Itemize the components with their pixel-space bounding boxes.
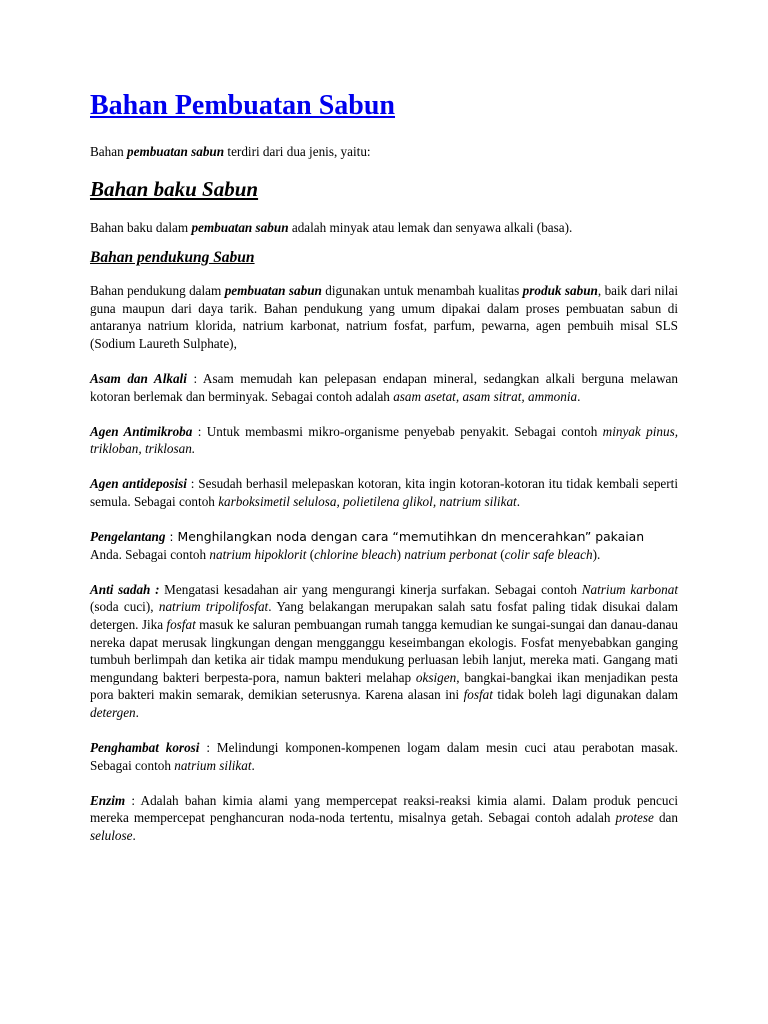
enzim-end: . bbox=[132, 827, 136, 843]
pengelantang-line-1 bbox=[165, 529, 644, 544]
item-antimikroba bbox=[90, 423, 678, 458]
pengelantang-line-2: Anda. Sebagai contoh bbox=[90, 546, 210, 562]
enzim-example-1: protese bbox=[615, 810, 654, 826]
antisadah-end: . bbox=[135, 704, 139, 720]
pengelantang-t1: ( bbox=[306, 546, 315, 562]
pendukung-mid: digunakan untuk menambah kualitas bbox=[321, 283, 523, 299]
korosi-text: : Melindungi komponen-kompenen logam dalam mesin cuci atau perabotan masak. Sebagai contoh bbox=[90, 740, 678, 773]
pengelantang-example-4: colir safe bleach bbox=[504, 546, 593, 562]
pendukung-emphasis-1: pembuatan sabun bbox=[224, 283, 322, 299]
heading-bahan-baku: Bahan baku Sabun bbox=[90, 176, 259, 201]
antisadah-text-1: Mengatasi kesadahan air yang mengurangi kinerja surfakan. Sebagai contoh bbox=[159, 581, 582, 597]
pengelantang-t2: ) bbox=[396, 546, 405, 562]
bahan-baku-paragraph bbox=[90, 219, 678, 237]
antisadah-example-5: fosfat bbox=[463, 687, 493, 703]
pengelantang-sep: : bbox=[165, 529, 178, 545]
item-penghambat-korosi bbox=[90, 739, 678, 774]
term-asam-alkali: Asam dan Alkali bbox=[90, 371, 187, 387]
baku-emphasis: pembuatan sabun bbox=[191, 219, 289, 235]
antisadah-example-1: Natrium karbonat bbox=[581, 581, 678, 597]
intro-emphasis: pembuatan sabun bbox=[127, 144, 225, 159]
antideposisi-end: . bbox=[516, 494, 521, 510]
antisadah-example-2: natrium tripolifosfat bbox=[158, 599, 269, 615]
term-anti-sadah: Anti sadah : bbox=[90, 581, 160, 597]
asam-example: asam asetat, asam sitrat, ammonia bbox=[393, 388, 578, 404]
pengelantang-text: Menghilangkan noda dengan cara “memutihkan dn mencerahkan” pakaian bbox=[177, 529, 645, 545]
pendukung-post: , baik dari nilai guna maupun dari daya tarik. Bahan pendukung yang umum dipakai dalam proses pembuatan sabun di antaranya natrium klorida, natrium karbonat, natrium fosfat, parfum, pewarna, agen pembuih misal SLS (Sodium Laureth Sulphate), bbox=[90, 283, 678, 351]
pendukung-emphasis-2: produk sabun bbox=[522, 283, 598, 299]
korosi-end: . bbox=[251, 757, 255, 773]
pengelantang-example-3: natrium perbonat bbox=[404, 546, 497, 562]
intro-pre: Bahan bbox=[90, 144, 127, 159]
intro-post: terdiri dari dua jenis, yaitu: bbox=[224, 144, 371, 159]
antisadah-text-6: tidak boleh lagi digunakan dalam bbox=[492, 687, 678, 703]
term-enzim: Enzim bbox=[90, 792, 126, 808]
antisadah-text-3: . Yang belakangan merupakan salah satu fosfat paling tidak disukai dalam detergen. Jika bbox=[90, 599, 678, 632]
page-title bbox=[90, 86, 678, 126]
antisadah-example-4: oksigen bbox=[415, 669, 457, 685]
baku-post: adalah minyak atau lemak dan senyawa alkali (basa). bbox=[288, 219, 573, 235]
document-body bbox=[90, 86, 678, 845]
heading-bahan-pendukung: Bahan pendukung Sabun bbox=[90, 249, 255, 267]
korosi-example: natrium silikat bbox=[174, 757, 252, 773]
term-pengelantang: Pengelantang bbox=[90, 529, 166, 545]
antisadah-example-6: detergen bbox=[90, 704, 136, 720]
baku-pre: Bahan baku dalam bbox=[90, 219, 192, 235]
term-antimikroba: Agen Antimikroba bbox=[90, 423, 193, 439]
antisadah-example-3: fosfat bbox=[166, 617, 196, 632]
pendukung-pre: Bahan pendukung dalam bbox=[90, 283, 225, 299]
asam-text: : Asam memudah kan pelepasan endapan mineral, sedangkan alkali berguna melawan kotoran berlemak dan berminyak. Sebagai contoh adalah bbox=[90, 371, 678, 404]
intro-paragraph bbox=[90, 143, 678, 161]
antimikroba-text: : Untuk membasmi mikro-organisme penyebab penyakit. Sebagai contoh bbox=[192, 423, 603, 439]
item-pengelantang bbox=[90, 528, 678, 563]
asam-end: . bbox=[577, 388, 581, 404]
pengelantang-t4: ). bbox=[592, 546, 601, 562]
title-link[interactable]: Bahan Pembuatan Sabun bbox=[90, 90, 396, 121]
term-antideposisi: Agen antideposisi bbox=[90, 476, 187, 492]
enzim-mid: dan bbox=[653, 810, 678, 826]
bahan-pendukung-paragraph bbox=[90, 282, 678, 352]
antideposisi-text: : Sesudah berhasil melepaskan kotoran, kita ingin kotoran-kotoran itu tidak kembali seperti semula. Sebagai contoh bbox=[90, 476, 678, 510]
enzim-example-2: selulose bbox=[90, 827, 133, 843]
antideposisi-example: karboksimetil selulosa, polietilena glikol, natrium silikat bbox=[218, 494, 517, 510]
antisadah-text-4: masuk ke saluran pembuangan rumah tangga kemudian ke sungai-sungai dan danau-danau nereka dapat merusak lingkungan dengan mengganggu keseimbangan ekologis. Fosfat menyebabkan ganging tumbuh berlimpah dan ketika air tidak mampu mendukung perluasan lebih lanjut, mereka mati. Gangang mati mengundang bakteri berpesta-pora, namun bakteri melahap bbox=[90, 617, 678, 685]
antisadah-text-5: , bangkai-bangkai ikan menjadikan pesta pora bakteri makin semarak, demikian seterusnya. Karena alasan ini bbox=[90, 669, 678, 703]
antimikroba-example: minyak pinus, trikloban, triklosan. bbox=[90, 423, 678, 457]
item-anti-sadah bbox=[90, 581, 678, 722]
item-antideposisi bbox=[90, 475, 678, 510]
pengelantang-t3: ( bbox=[496, 546, 505, 562]
item-enzim bbox=[90, 792, 678, 845]
antisadah-text-2: (soda cuci), bbox=[90, 599, 159, 615]
term-penghambat-korosi: Penghambat korosi bbox=[90, 740, 200, 756]
enzim-text: : Adalah bahan kimia alami yang mempercepat reaksi-reaksi kimia alami. Dalam produk pencuci mereka mempercepat penghancuran noda-noda tertentu, misalnya getah. Sebagai contoh adalah bbox=[90, 792, 678, 826]
item-asam-alkali bbox=[90, 370, 678, 405]
pengelantang-example-1: natrium hipoklorit bbox=[209, 546, 307, 562]
pengelantang-example-2: chlorine bleach bbox=[314, 546, 397, 562]
